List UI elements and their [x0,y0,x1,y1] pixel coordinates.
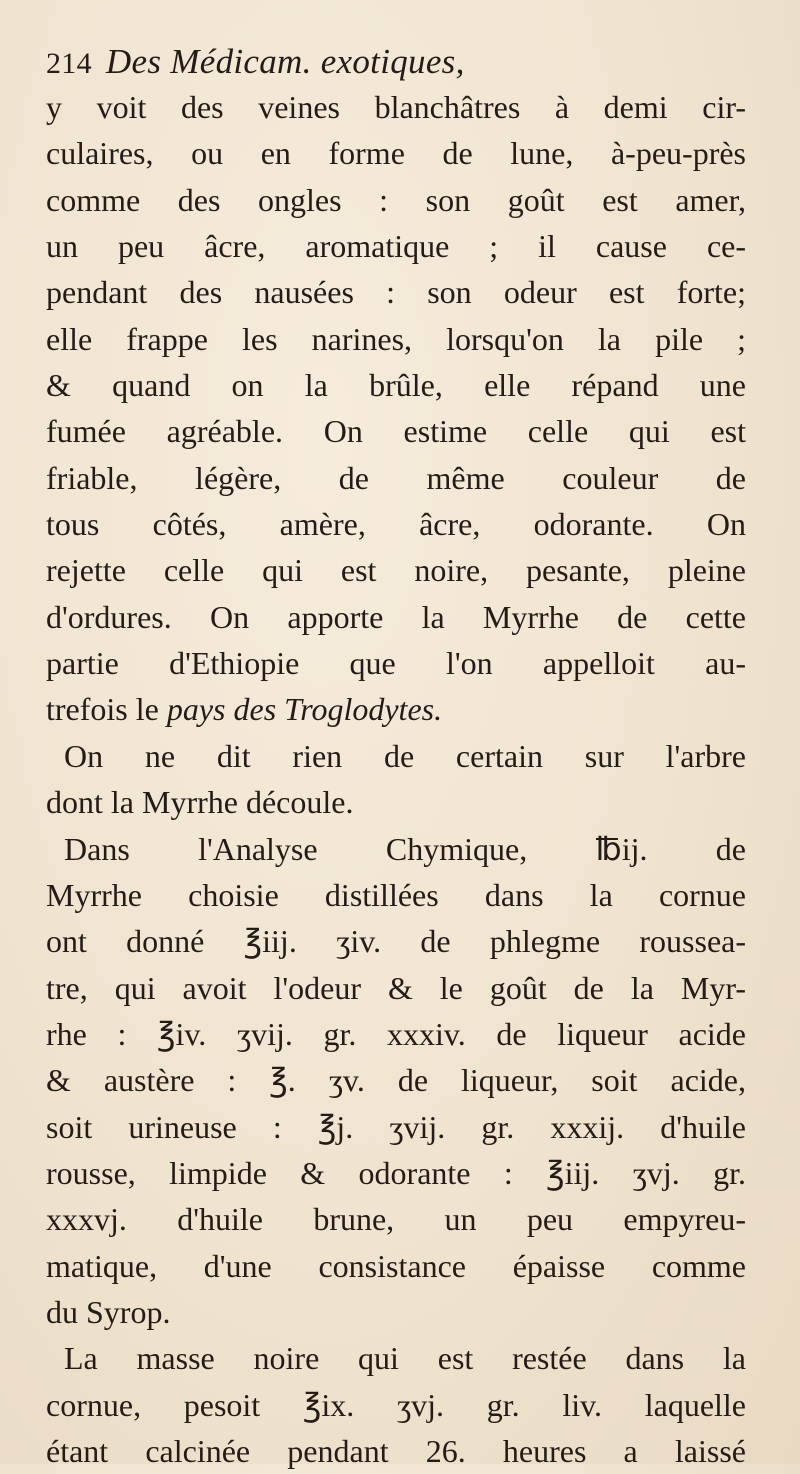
text-line: pendant des nausées : son odeur est forte; [46,274,746,311]
text-line: friable, légère, de même couleur de [46,459,746,496]
text-line: rejette celle qui est noire, pesante, pleine [46,552,746,589]
text-line: un peu âcre, aromatique ; il cause ce- [46,228,746,265]
text-line: xxxvj. d'huile brune, un peu empyreu- [46,1201,746,1238]
body-text [46,84,746,1474]
text-line: étant calcinée pendant 26. heures a laissé [46,1432,746,1469]
text-line: & austère : ℥. ʒv. de liqueur, soit acide, [46,1062,746,1099]
paragraph-start: La masse noire qui est restée dans la [64,1340,746,1377]
paragraph-start: On ne dit rien de certain sur l'arbre [64,737,746,774]
text-line: tous côtés, amère, âcre, odorante. On [46,506,746,543]
text-segment: trefois le [46,691,159,728]
text-line [46,686,746,732]
running-title: Des Médicam. exotiques, [105,42,465,81]
text-line: soit urineuse : ℥j. ʒvij. gr. xxxij. d'huile [46,1108,746,1145]
text-line: matique, d'une consistance épaisse comme [46,1247,746,1284]
page-number: 214 [46,47,92,80]
paragraph-start: Dans l'Analyse Chymique, ℔ij. de [64,830,746,867]
text-line: culaires, ou en forme de lune, à-peu-près [46,135,746,172]
text-line: rhe : ℥iv. ʒvij. gr. xxxiv. de liqueur acide [46,1015,746,1052]
text-line: dont la Myrrhe découle. [46,784,354,821]
text-line: fumée agréable. On estime celle qui est [46,413,746,450]
text-line: rousse, limpide & odorante : ℥iij. ʒvj. gr. [46,1154,746,1191]
text-line: du Syrop. [46,1293,171,1330]
text-line: partie d'Ethiopie que l'on appelloit au- [46,645,746,682]
text-line: ont donné ℥iij. ʒiv. de phlegme roussea- [46,923,746,960]
italic-phrase: pays des Troglodytes. [166,691,443,728]
text-line: Myrrhe choisie distillées dans la cornue [46,876,746,913]
text-line: y voit des veines blanchâtres à demi cir- [46,89,746,125]
text-line: elle frappe les narines, lorsqu'on la pile ; [46,320,746,357]
text-line: & quand on la brûle, elle répand une [46,367,746,404]
text-line: comme des ongles : son goût est amer, [46,181,746,218]
text-line: cornue, pesoit ℥ix. ʒvj. gr. liv. laquelle [46,1386,746,1423]
text-line: d'ordures. On apporte la Myrrhe de cette [46,598,746,635]
text-line: tre, qui avoit l'odeur & le goût de la Myr- [46,969,746,1006]
